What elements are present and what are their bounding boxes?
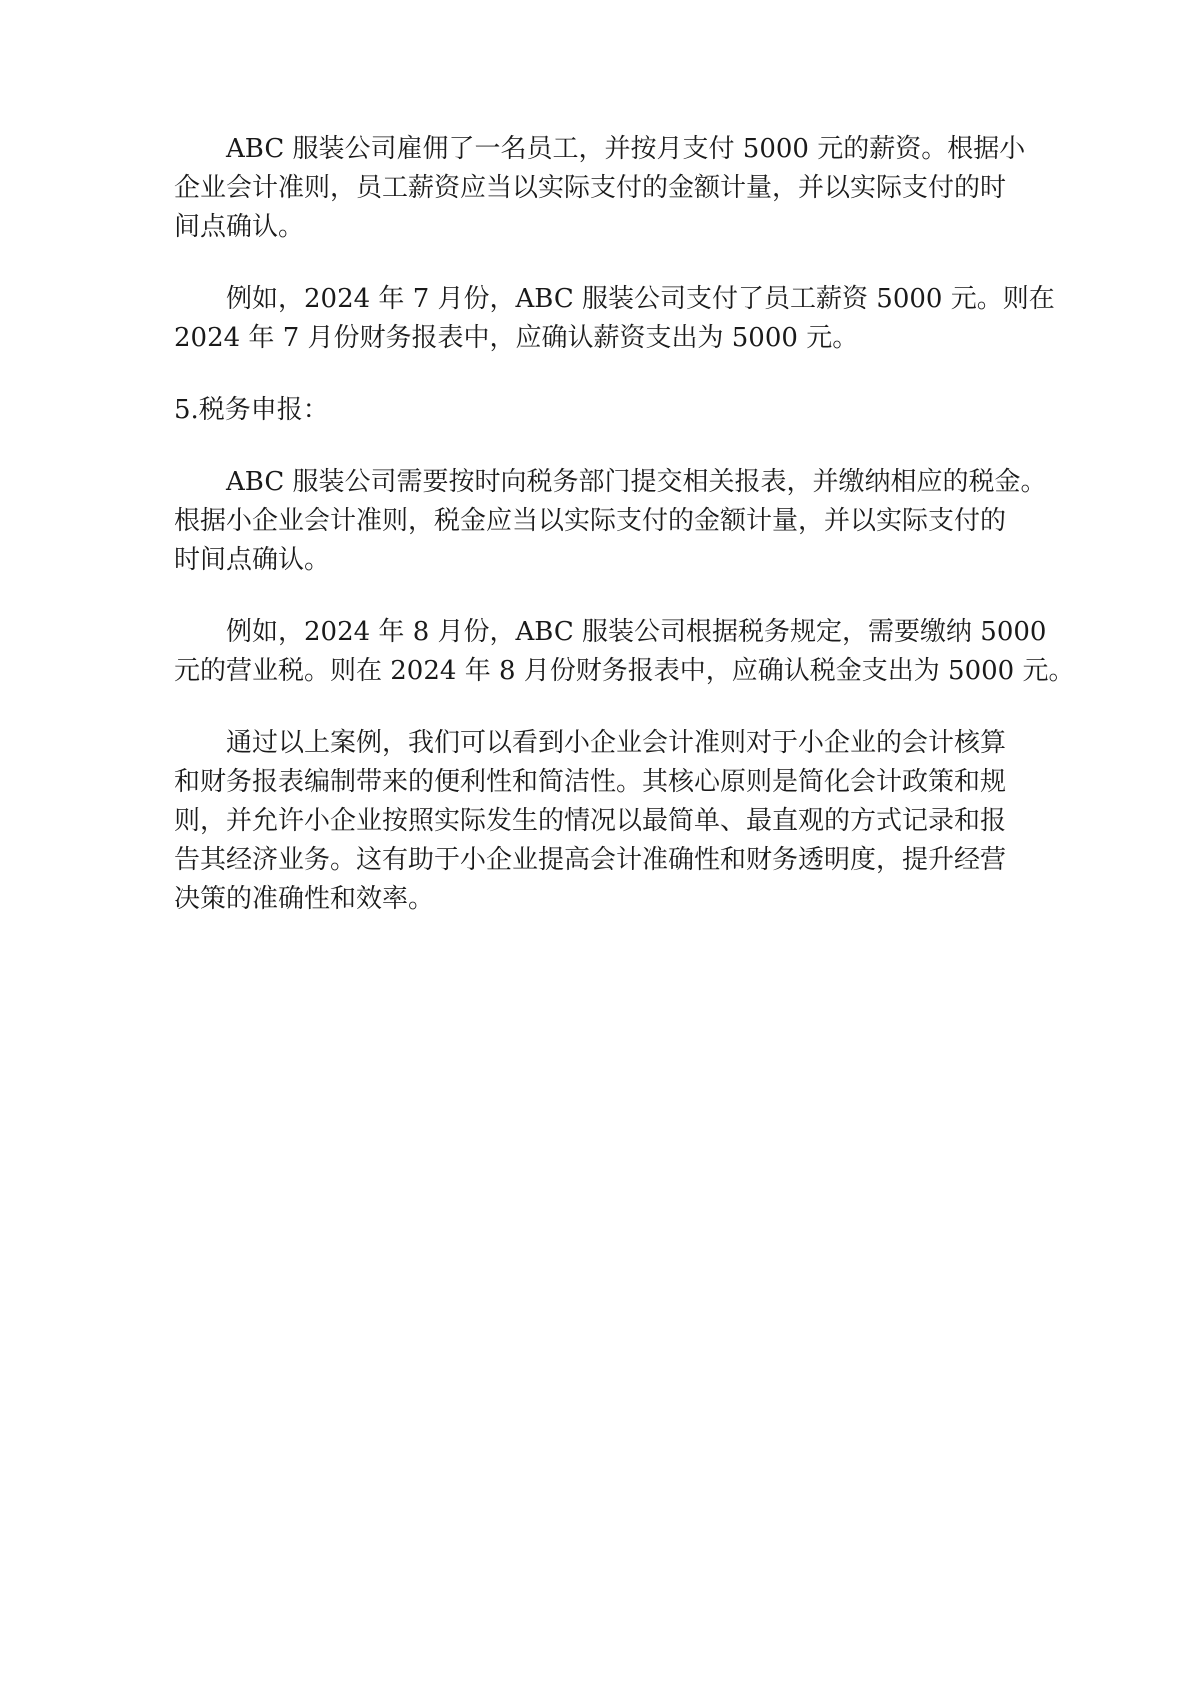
section-heading: 5.税务申报：: [174, 395, 329, 425]
paragraph-line: 2024 年 7 月份财务报表中，应确认薪资支出为 5000 元。: [174, 323, 859, 353]
paragraph-line: 通过以上案例，我们可以看到小企业会计准则对于小企业的会计核算: [226, 728, 1007, 758]
paragraph-line: ABC 服装公司雇佣了一名员工，并按月支付 5000 元的薪资。根据小: [226, 134, 1026, 164]
paragraph-line: 间点确认。: [174, 212, 305, 242]
paragraph-line: 企业会计准则，员工薪资应当以实际支付的金额计量，并以实际支付的时: [174, 173, 1007, 203]
paragraph-conclusion: [174, 724, 1054, 919]
paragraph-line: 例如，2024 年 7 月份，ABC 服装公司支付了员工薪资 5000 元。则在: [226, 284, 1055, 314]
section-heading-tax: [174, 391, 1054, 430]
paragraph-salary-example: [174, 280, 1054, 358]
document-body: [174, 130, 1075, 952]
paragraph-line: 决策的准确性和效率。: [174, 884, 435, 914]
paragraph-tax: [174, 463, 1054, 580]
paragraph-line: 则，并允许小企业按照实际发生的情况以最简单、最直观的方式记录和报: [174, 806, 1007, 836]
paragraph-line: 和财务报表编制带来的便利性和简洁性。其核心原则是简化会计政策和规: [174, 767, 1007, 797]
paragraph-tax-example: [174, 613, 1075, 691]
paragraph-line: 元的营业税。则在 2024 年 8 月份财务报表中，应确认税金支出为 5000 元。: [174, 656, 1075, 686]
paragraph-line: ABC 服装公司需要按时向税务部门提交相关报表，并缴纳相应的税金。: [226, 467, 1047, 497]
paragraph-line: 告其经济业务。这有助于小企业提高会计准确性和财务透明度，提升经营: [174, 845, 1007, 875]
paragraph-salary: [174, 130, 1054, 247]
paragraph-line: 根据小企业会计准则，税金应当以实际支付的金额计量，并以实际支付的: [174, 506, 1007, 536]
paragraph-line: 时间点确认。: [174, 545, 331, 575]
paragraph-line: 例如，2024 年 8 月份，ABC 服装公司根据税务规定，需要缴纳 5000: [226, 617, 1047, 647]
